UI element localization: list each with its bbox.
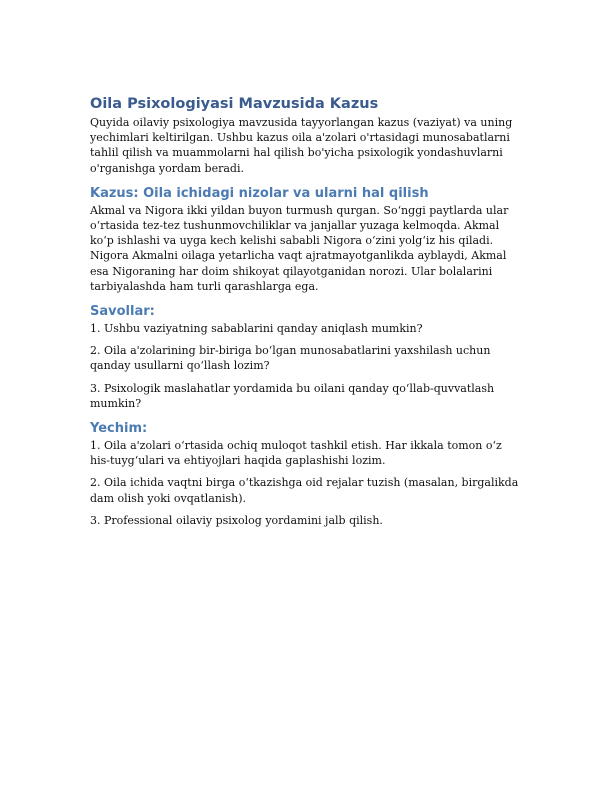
- solution-heading: Yechim:: [90, 421, 148, 437]
- solution-item-1: 1. Oila a'zolari o‘rtasida ochiq muloqot tashkil etish. Har ikkala tomon o‘z his-tuyg‘ulari va ehtiyojlari haqida gaplashishi lozim.: [90, 439, 502, 468]
- document-title: Oila Psixologiyasi Mavzusida Kazus: [90, 96, 379, 112]
- questions-heading: Savollar:: [90, 304, 155, 320]
- case-paragraph: Akmal va Nigora ikki yildan buyon turmush qurgan. So‘nggi paytlarda ular o‘rtasida tez-tez tushunmovchiliklar va janjallar yuzaga kelmoqda. Akmal ko‘p ishlashi va uyga kech kelishi sababli Nigora o‘zini yolg‘iz his qiladi. Nigora Akmalni oilaga yetarlicha vaqt ajratmayotganlikda ayblaydi, Akmal esa Nigoraning har doim shikoyat qilayotganidan norozi. Ular bolalarini tarbiyalashda ham turli qarashlarga ega.: [90, 203, 509, 293]
- question-item-1: 1. Ushbu vaziyatning sabablarini qanday aniqlash mumkin?: [90, 322, 423, 336]
- intro-paragraph: Quyida oilaviy psixologiya mavzusida tayyorlangan kazus (vaziyat) va uning yechimlari keltirilgan. Ushbu kazus oila a'zolari o'rtasidagi munosabatlarni tahlil qilish va muammolarni hal qilish bo'yicha psixologik yondashuvlarni o'rganishga yordam beradi.: [90, 116, 513, 175]
- solution-item-2: 2. Oila ichida vaqtni birga o‘tkazishga oid rejalar tuzish (masalan, birgalikda dam olish yoki ovqatlanish).: [90, 476, 519, 505]
- solution-item-3: 3. Professional oilaviy psixolog yordamini jalb qilish.: [90, 513, 383, 527]
- question-item-3: 3. Psixologik maslahatlar yordamida bu oilani qanday qo‘llab-quvvatlash mumkin?: [90, 381, 495, 410]
- question-item-2: 2. Oila a'zolarining bir-biriga bo‘lgan munosabatlarini yaxshilash uchun qanday usullarni qo‘llash lozim?: [90, 344, 491, 373]
- document-page: [90, 95, 522, 528]
- case-heading: Kazus: Oila ichidagi nizolar va ularni hal qilish: [90, 185, 429, 201]
